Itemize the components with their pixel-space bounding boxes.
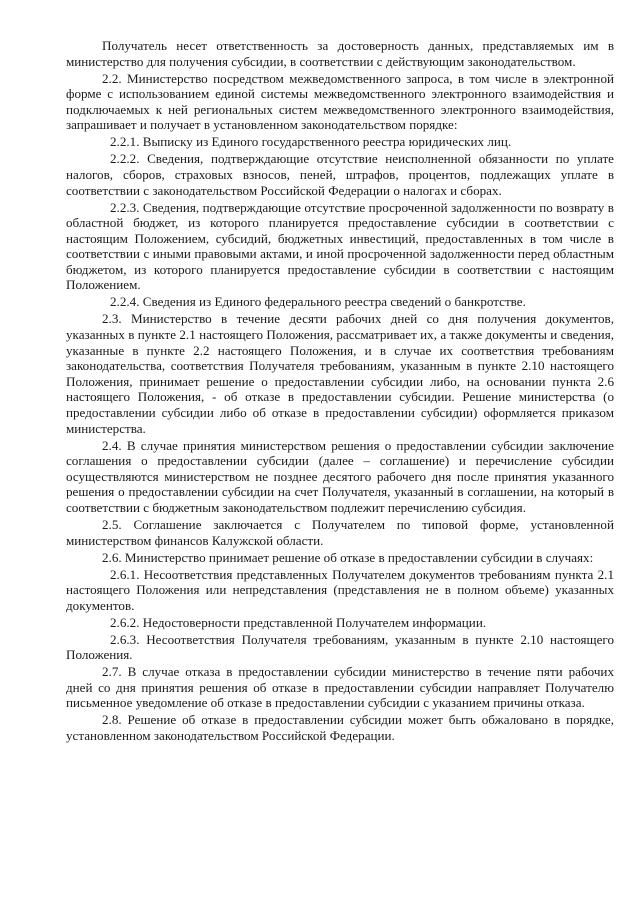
paragraph-2-8: 2.8. Решение об отказе в предоставлении субсидии может быть обжаловано в порядке, установленном законодательством Российской Федерации. [66, 712, 614, 743]
paragraph-2-4: 2.4. В случае принятия министерством решения о предоставлении субсидии заключение соглашения о предоставлении субсидии (далее – соглашение) и перечисление субсидии осуществляются министерством не позднее десятого рабочего дня после принятия указанного решения о предоставлении субсидии на счет Получателя, указанный в соглашении, на который в соответствии с бюджетным законодательством подлежит перечислению субсидия. [66, 437, 614, 515]
paragraph-2-2: 2.2. Министерство посредством межведомственного запроса, в том числе в электронной форме с использованием единой системы межведомственного электронного взаимодействия и подключаемых к ней региональных систем межведомственного электронного взаимодействия, запрашивает и получает в установленном законодательством порядке: [66, 70, 614, 133]
paragraph-2-3: 2.3. Министерство в течение десяти рабочих дней со дня получения документов, указанных в пункте 2.1 настоящего Положения, рассматривает их, а также документы и сведения, указанные в пункте 2.2 настоящего Положения, и в случае их соответствия требованиям законодательства, соответствия Получателя требованиям, указанным в пункте 2.10 настоящего Положения, принимает решение о предоставлении субсидии либо, на основании пункта 2.6 настоящего Положения, - об отказе в предоставлении субсидии. Решение министерства (о предоставлении субсидии либо об отказе в предоставлении субсидии) оформляется приказом министерства. [66, 311, 614, 436]
paragraph-2-6-1: 2.6.1. Несоответствия представленных Получателем документов требованиям пункта 2.1 настоящего Положения или непредставления (представления не в полном объеме) указанных документов. [66, 566, 614, 613]
paragraph-2-6-3: 2.6.3. Несоответствия Получателя требованиям, указанным в пункте 2.10 настоящего Положения. [66, 631, 614, 663]
paragraph-intro: Получатель несет ответственность за достоверность данных, представляемых им в министерство для получения субсидии, в соответствии с действующим законодательством. [66, 38, 614, 69]
paragraph-2-2-2: 2.2.2. Сведения, подтверждающие отсутствие неисполненной обязанности по уплате налогов, сборов, страховых взносов, пеней, штрафов, процентов, подлежащих уплате в соответствии с законодательством Российской Федерации о налогах и сборах. [66, 151, 614, 198]
paragraph-2-6-2: 2.6.2. Недостоверности представленной Получателем информации. [110, 614, 487, 630]
paragraph-2-6: 2.6. Министерство принимает решение об отказе в предоставлении субсидии в случаях: [102, 549, 594, 565]
paragraph-2-2-1: 2.2.1. Выписку из Единого государственного реестра юридических лиц. [110, 134, 512, 150]
paragraph-2-2-4: 2.2.4. Сведения из Единого федерального реестра сведений о банкротстве. [110, 294, 526, 310]
paragraph-2-5: 2.5. Соглашение заключается с Получателем по типовой форме, установленной министерством финансов Калужской области. [66, 516, 614, 548]
paragraph-2-2-3: 2.2.3. Сведения, подтверждающие отсутствие просроченной задолженности по возврату в областной бюджет, из которого планируется предоставление субсидии в соответствии с настоящим Положением, субсидий, бюджетных инвестиций, предоставленных в том числе в соответствии с иными правовыми актами, и иной просроченной задолженности перед областным бюджетом, из которого планируется предоставление субсидии в соответствии с настоящим Положением. [66, 199, 614, 293]
paragraph-2-7: 2.7. В случае отказа в предоставлении субсидии министерство в течение пяти рабочих дней со дня принятия решения об отказе в предоставлении субсидии направляет Получателю письменное уведомление об отказе в предоставлении субсидии с указанием причины отказа. [66, 664, 614, 711]
